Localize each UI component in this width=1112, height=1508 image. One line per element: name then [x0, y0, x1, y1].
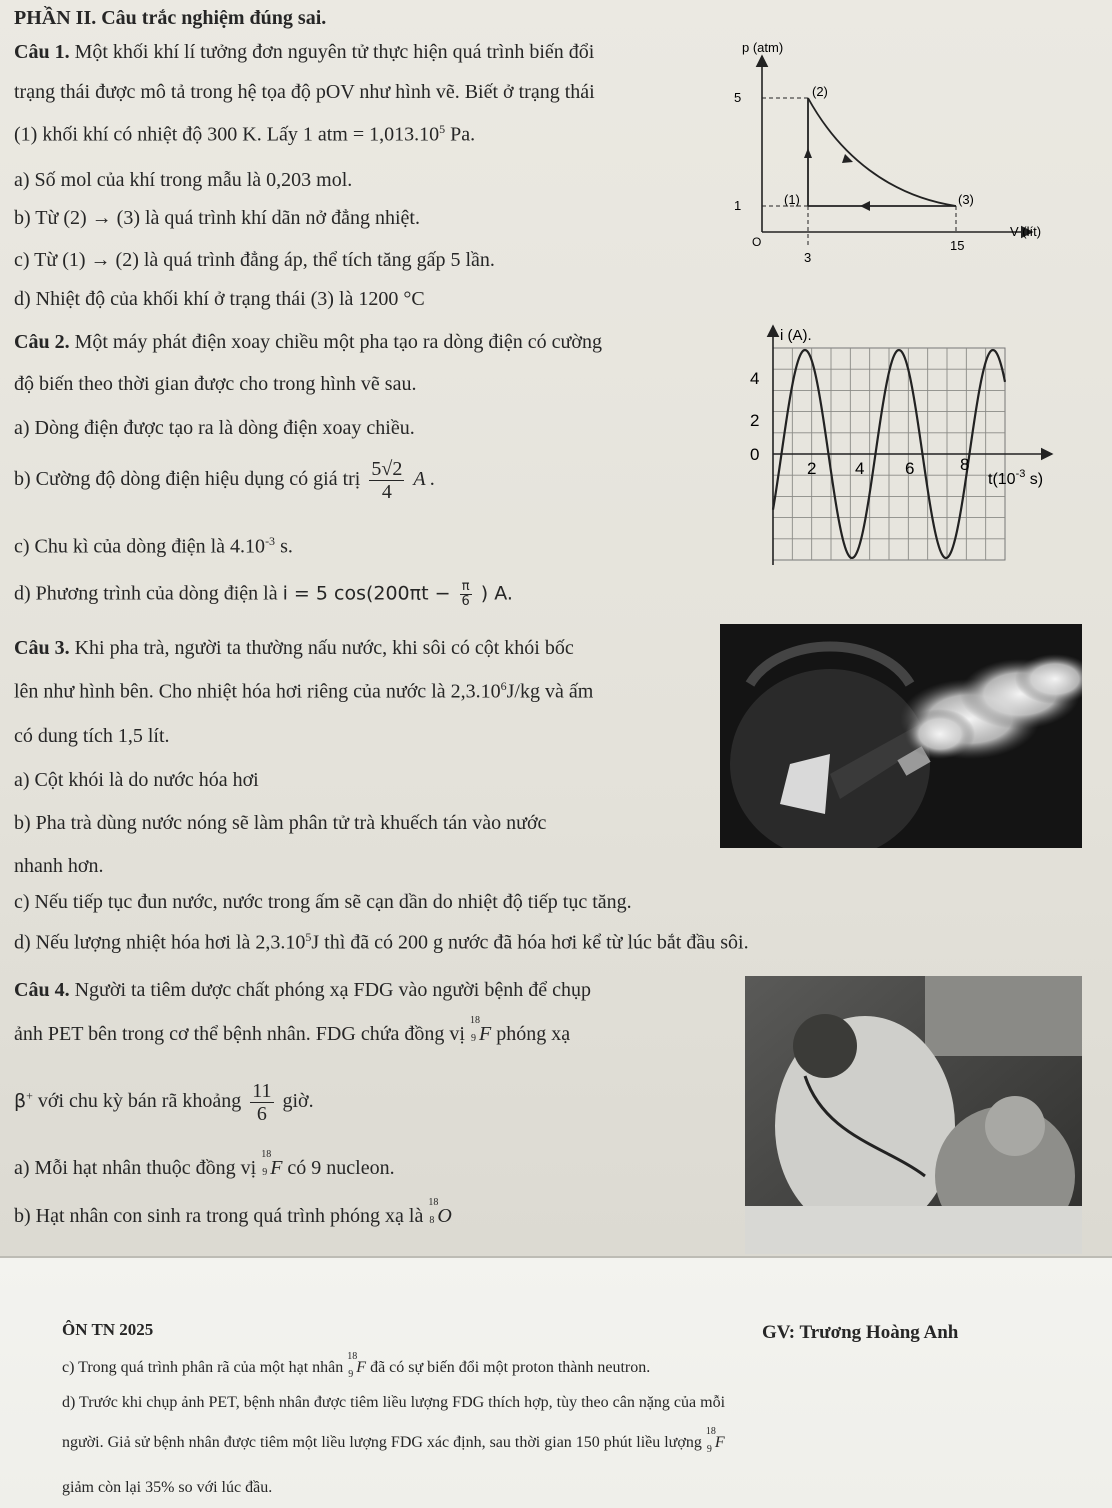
q4-stem-line-3: β+ với chu kỳ bán rã khoảng $\frac{11}{6}$ giờ. — [14, 1080, 314, 1125]
q4-option-d-line-3: giảm còn lại 35% so với lúc đầu. — [62, 1479, 273, 1496]
kettle-steam-photo — [720, 624, 1082, 848]
q3-stem-line-1: Câu 3. Khi pha trà, người ta thường nấu nước, khi sôi có cột khói bốc — [14, 637, 574, 659]
q4-stem-line-2: ảnh PET bên trong cơ thể bệnh nhân. FDG chứa đồng vị 18 9 F phóng xạ — [14, 1015, 571, 1045]
i-tick-0: 0 — [750, 445, 760, 464]
p-tick-1: 1 — [734, 198, 742, 213]
bed — [745, 1206, 1082, 1254]
q1-option-a: a) Số mol của khí trong mẫu là 0,203 mol. — [14, 169, 353, 191]
q3-option-b-line-1: b) Pha trà dùng nước nóng sẽ làm phân tử trà khuếch tán vào nước — [14, 812, 547, 834]
page2-header-right: GV: Trương Hoàng Anh — [762, 1322, 959, 1343]
q1-stem-line-3: (1) khối khí có nhiệt độ 300 K. Lấy 1 atm = $1,013.10^5$ Pa. — [14, 122, 476, 146]
pet-doctor-photo — [745, 976, 1082, 1254]
doctor-head — [793, 1014, 857, 1078]
t-axis-label: $t(10^{-3}$ s) — [988, 468, 1044, 488]
section-title: PHẦN II. Câu trắc nghiệm đúng sai. — [14, 7, 327, 29]
origin-label: O — [752, 235, 762, 249]
q2-stem-line-2: độ biến theo thời gian được cho trong hình vẽ sau. — [14, 373, 417, 395]
v-tick-3: 3 — [804, 250, 812, 265]
q2-option-b: b) Cường độ dòng điện hiệu dụng có giá trị $\frac{5√2}{4}$ A . — [14, 458, 436, 503]
window — [925, 976, 1082, 1056]
q3-label: Câu 3. — [14, 637, 70, 659]
arrow-left-icon — [860, 201, 870, 211]
p-axis-label: p (atm) — [742, 40, 784, 55]
t-tick-8: 8 — [960, 455, 970, 474]
q1-option-c: c) Từ (1) → (2) là quá trình đẳng áp, thể tích tăng gấp 5 lần. — [14, 249, 495, 271]
t-tick-4: 4 — [855, 459, 865, 478]
i-tick-2: 2 — [750, 411, 760, 430]
q1-label: Câu 1. — [14, 41, 70, 63]
q3-stem-line-3: có dung tích 1,5 lít. — [14, 725, 170, 747]
isotope-o18: 18 8 O — [428, 1197, 452, 1227]
v-axis-label: V (lít) — [1010, 224, 1042, 239]
it-graph — [740, 320, 1085, 570]
q4-option-c: c) Trong quá trình phân rã của một hạt nhân 18 9 F đã có sự biến đổi một proton thành neutron. — [62, 1351, 651, 1380]
q4-option-d-line-1: d) Trước khi chụp ảnh PET, bệnh nhân được tiêm liều lượng FDG thích hợp, tùy theo cân nặng của mỗi — [62, 1394, 726, 1411]
i-tick-4: 4 — [750, 369, 760, 388]
page2-header-left: ÔN TN 2025 — [62, 1320, 154, 1339]
pv-graph — [720, 36, 1050, 276]
q3-option-c: c) Nếu tiếp tục đun nước, nước trong ấm sẽ cạn dần do nhiệt độ tiếp tục tăng. — [14, 891, 632, 913]
q4-label: Câu 4. — [14, 979, 70, 1001]
q3-option-a: a) Cột khói là do nước hóa hơi — [14, 769, 259, 791]
q4-option-b: b) Hạt nhân con sinh ra trong quá trình phóng xạ là 18 8 O — [14, 1197, 452, 1227]
arrow-up-icon — [804, 148, 812, 158]
q4-option-a: a) Mỗi hạt nhân thuộc đồng vị 18 9 F có 9 nucleon. — [14, 1149, 395, 1179]
q3-option-d: d) Nếu lượng nhiệt hóa hơi là 2,3.10$^5$J thì đã có 200 g nước đã hóa hơi kể từ lúc bắt đầu sôi. — [14, 930, 749, 954]
q1-stem-line-1: Câu 1. Một khối khí lí tưởng đơn nguyên tử thực hiện quá trình biến đổi — [14, 41, 595, 63]
t-tick-2: 2 — [807, 459, 817, 478]
q4-stem-line-1: Câu 4. Người ta tiêm dược chất phóng xạ FDG vào người bệnh để chụp — [14, 979, 591, 1001]
v-tick-15: 15 — [950, 238, 965, 253]
q3-option-b-line-2: nhanh hơn. — [14, 855, 104, 877]
q2-option-d: d) Phương trình của dòng điện là i = 5 cos(200πt − $\frac{\pi}{6}$ ) A. — [14, 579, 513, 610]
i-axis-label: i (A). — [780, 327, 812, 344]
q2-label: Câu 2. — [14, 331, 70, 353]
patient-head — [985, 1096, 1045, 1156]
q2-stem-line-1: Câu 2. Một máy phát điện xoay chiều một pha tạo ra dòng điện có cường — [14, 331, 602, 353]
state-2-label: (2) — [812, 84, 828, 99]
q2-option-c: c) Chu kì của dòng điện là $4.10^{-3}$ s. — [14, 534, 293, 558]
t-tick-6: 6 — [905, 459, 915, 478]
page-2 — [0, 1256, 1112, 1508]
state-1-label: (1) — [784, 192, 800, 207]
q4-option-d-line-2: người. Giả sử bệnh nhân được tiêm một liều lượng FDG xác định, sau thời gian 150 phút liều lượng 18 9 F — [62, 1426, 725, 1455]
q3-stem-line-2: lên như hình bên. Cho nhiệt hóa hơi riêng của nước là 2,3.10$^6$J/kg và ấm — [14, 679, 594, 703]
q1-stem-line-2: trạng thái được mô tả trong hệ tọa độ pOV như hình vẽ. Biết ở trạng thái — [14, 81, 595, 103]
p-tick-5: 5 — [734, 90, 742, 105]
state-3-label: (3) — [958, 192, 974, 207]
process-2-3 — [808, 98, 956, 206]
q1-option-d: d) Nhiệt độ của khối khí ở trạng thái (3) là 1200 °C — [14, 288, 425, 310]
q2-option-a: a) Dòng điện được tạo ra là dòng điện xoay chiều. — [14, 417, 415, 439]
isotope-f18: 18 9 F — [469, 1015, 492, 1045]
q1-option-b: b) Từ (2) → (3) là quá trình khí dãn nở đẳng nhiệt. — [14, 207, 420, 229]
